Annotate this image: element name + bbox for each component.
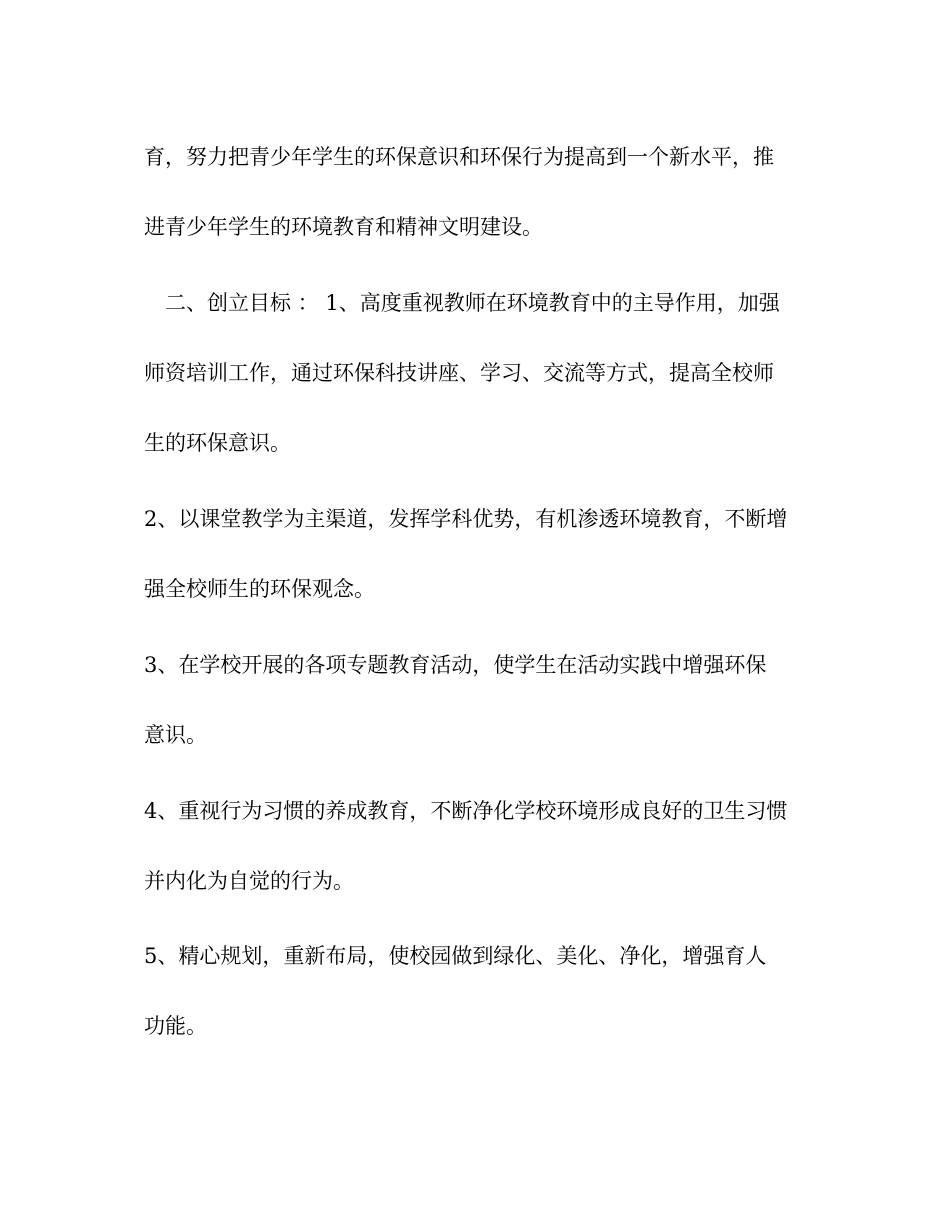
- list-item-line: 4、重视行为习惯的养成教育，不断净化学校环境形成良好的卫生习惯: [144, 799, 788, 823]
- list-item-line: 3、在学校开展的各项专题教育活动，使学生在活动实践中增强环保: [144, 653, 767, 677]
- text-line: 并内化为自觉的行为。: [144, 869, 354, 893]
- text-line: 功能。: [144, 1014, 207, 1038]
- text-line: 生的环保意识。: [144, 431, 291, 455]
- text-line: 育，努力把青少年学生的环保意识和环保行为提高到一个新水平，推: [144, 145, 774, 169]
- text-line: 师资培训工作，通过环保科技讲座、学习、交流等方式，提高全校师: [144, 361, 774, 385]
- list-item-line: 5、精心规划，重新布局，使校园做到绿化、美化、净化，增强育人: [144, 944, 767, 968]
- section-heading-line: 二、创立目标 ： 1、高度重视教师在环境教育中的主导作用，加强: [144, 291, 780, 315]
- text-line: 意识。: [144, 723, 207, 747]
- text-line: 强全校师生的环保观念。: [144, 577, 375, 601]
- list-item-line: 2、以课堂教学为主渠道，发挥学科优势，有机渗透环境教育，不断增: [144, 507, 788, 531]
- text-line: 进青少年学生的环境教育和精神文明建设。: [144, 215, 543, 239]
